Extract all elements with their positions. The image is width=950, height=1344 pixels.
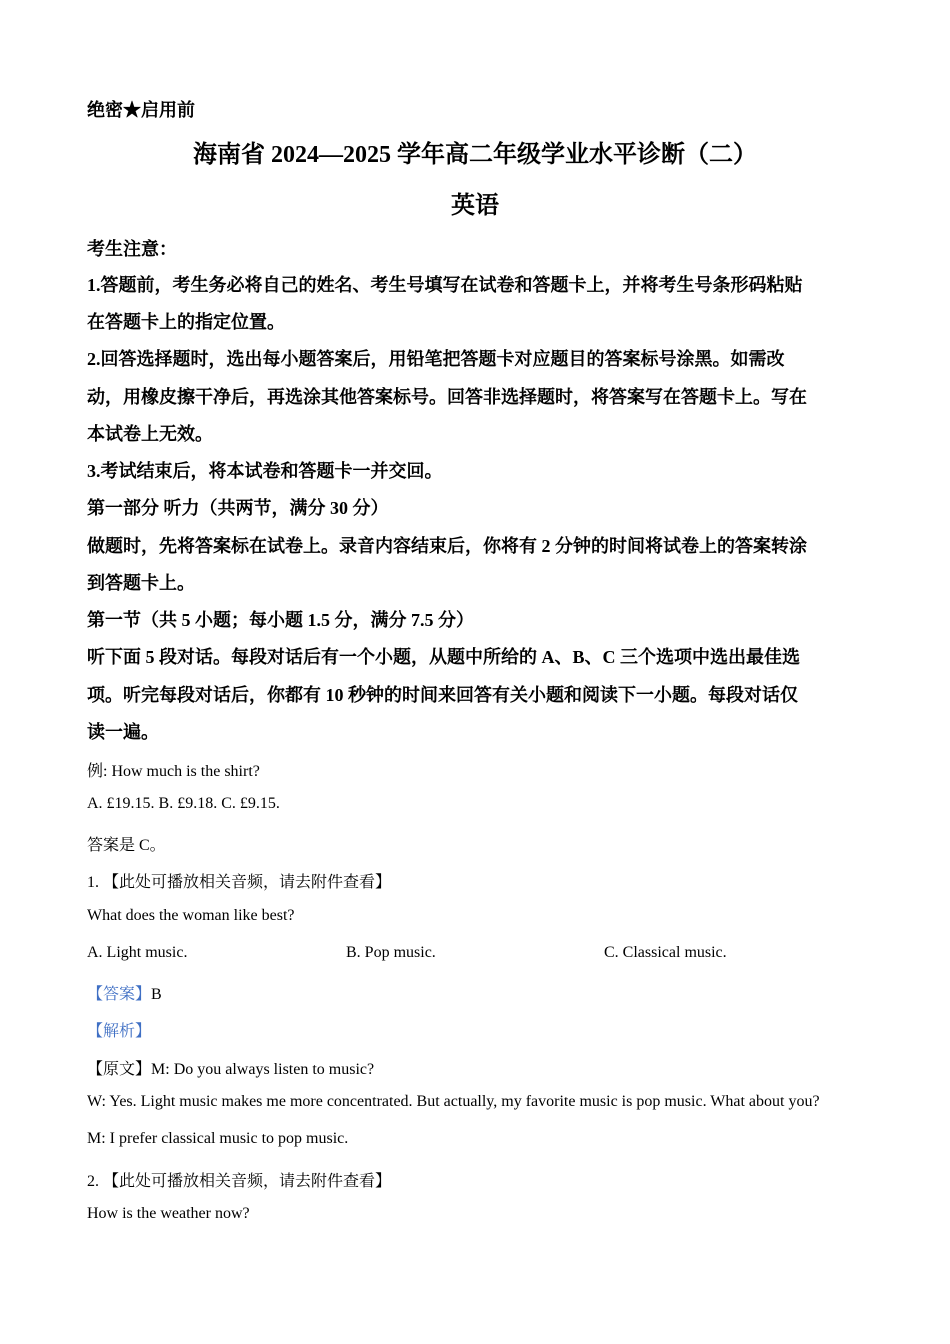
notice-item-2: 2.回答选择题时，选出每小题答案后，用铅笔把答题卡对应题目的答案标号涂黑。如需改 [87, 349, 785, 369]
subject-title: 英语 [451, 193, 499, 219]
answer-value: B [151, 986, 162, 1003]
notice-heading: 考生注意： [87, 239, 177, 259]
q1-source-line-1 [87, 1056, 374, 1079]
notice-item-2-cont: 动，用橡皮擦干净后，再选涂其他答案标号。回答非选择题时，将答案写在答题卡上。写在 [87, 387, 807, 407]
notice-item-2-end: 本试卷上无效。 [87, 424, 213, 444]
answer-tag: 【答案】 [87, 986, 152, 1003]
q1-answer [87, 981, 162, 1004]
section1-instruction-end: 读一遍。 [87, 722, 159, 742]
section1-heading: 第一节（共 5 小题；每小题 1.5 分，满分 7.5 分） [87, 610, 474, 630]
q1-option-b: B. Pop music. [346, 944, 436, 961]
q1-question: What does the woman like best? [87, 907, 295, 924]
section1-instruction: 听下面 5 段对话。每段对话后有一个小题，从题中所给的 A、B、C 三个选项中选出最佳选 [87, 647, 800, 667]
notice-item-1: 1.答题前，考生务必将自己的姓名、考生号填写在试卷和答题卡上，并将考生号条形码粘贴 [87, 275, 803, 295]
part1-instruction: 做题时，先将答案标在试卷上。录音内容结束后，你将有 2 分钟的时间将试卷上的答案转涂 [87, 536, 807, 556]
q1-source-line-2: W: Yes. Light music makes me more concentrated. But actually, my favorite music is pop music. What about you? [87, 1093, 820, 1110]
secret-label: 绝密★启用前 [87, 100, 195, 120]
example-options: A. £19.15. B. £9.18. C. £9.15. [87, 795, 280, 812]
notice-item-1-cont: 在答题卡上的指定位置。 [87, 312, 285, 332]
example-question: 例: How much is the shirt? [87, 763, 260, 780]
q1-audio-note: 1. 【此处可播放相关音频，请去附件查看】 [87, 874, 392, 891]
q1-analysis-tag: 【解析】 [87, 1023, 152, 1040]
section1-instruction-cont: 项。听完每段对话后，你都有 10 秒钟的时间来回答有关小题和阅读下一小题。每段对话仅 [87, 685, 798, 705]
exam-title: 海南省 2024—2025 学年高二年级学业水平诊断（二） [193, 142, 757, 168]
source-text: M: Do you always listen to music? [151, 1061, 375, 1078]
notice-item-3: 3.考试结束后，将本试卷和答题卡一并交回。 [87, 461, 443, 481]
q2-audio-note: 2. 【此处可播放相关音频，请去附件查看】 [87, 1173, 392, 1190]
source-tag: 【原文】 [87, 1061, 152, 1078]
part1-heading: 第一部分 听力（共两节，满分 30 分） [87, 498, 389, 518]
q2-question: How is the weather now? [87, 1205, 250, 1222]
example-answer: 答案是 C。 [87, 837, 166, 854]
q1-option-a: A. Light music. [87, 944, 188, 961]
q1-source-line-3: M: I prefer classical music to pop music. [87, 1130, 349, 1147]
q1-option-c: C. Classical music. [604, 944, 727, 961]
part1-instruction-cont: 到答题卡上。 [87, 573, 195, 593]
